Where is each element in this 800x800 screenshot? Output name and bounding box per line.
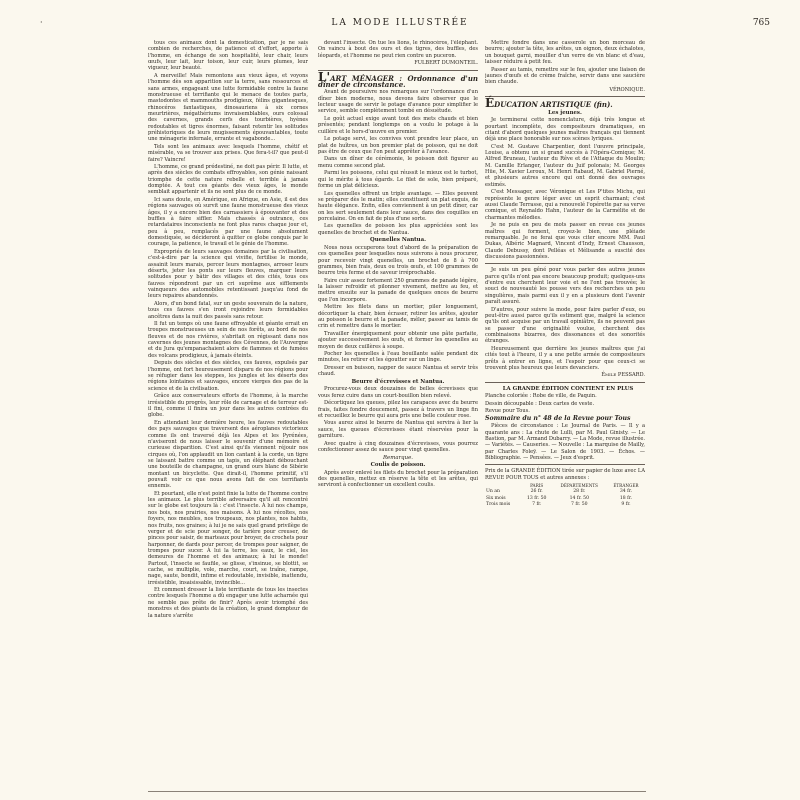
table-cell: Un an bbox=[486, 489, 500, 495]
footer-rule bbox=[148, 791, 646, 796]
column-1 bbox=[148, 40, 308, 785]
paragraph: Ici sans doute, en Amérique, en Afrique, en Asie, il est des régions sauvages où survit une faune monstrueuse des vieux âges, il y a encore bien des carnassiers à épouvanter et des buffles à faire siffler. Mais chassés à outrance, ces retardataires inconscients ne font plus rares chaque jour et, peu à peu, remplacés par une faune absolument domestiquée, se décideront à quitter ce globe conquis par le courage, la patience, le travail et le génie de l'homme. bbox=[148, 197, 308, 248]
section-initial: L' bbox=[318, 69, 331, 84]
paragraph: Les quenelles offrent un triple avantage. — Elles peuvent se préparer dès le matin; elles constituent un plat exquis, de haute élégance. Enfin, elles conviennent à un petit dîner, car on les sert seulement dans leur sauce, dans des coquilles en porcelaine. On en fait de plus d'une sorte. bbox=[318, 190, 478, 222]
paragraph: Tels sont les animaux avec lesquels l'homme, chétif et misérable, va se trouver aux prises. Que fera-t-il? que peut-il faire? Vaincre! bbox=[148, 143, 308, 163]
paragraph: A merveille! Mais remontons aux vieux âges, et voyons l'homme dès son apparition sur la terre, sans ressources et sans armes, engageant une lutte formidable contre la faune monstrueuse et terrifiante qui le menace de toutes parts, mastodontes et mammouths prodigieux, félins gigantesques, rhinocéros fantastiques, dinosauriens à six cornes meurtrières, mégathériums invraisemblables, ours colossal des cavernes, grands cerfs des tourbières, hyènes redoutables et tigres énormes, faisant retentir les solitudes préhistoriques de leurs mugissements épouvantables, toute une ménagerie infernale, errante et vagabonde... bbox=[148, 72, 308, 143]
page-header bbox=[0, 18, 800, 32]
paragraph: Mettre fondre dans une casserole un bon morceau de beurre; ajouter la tête, les arêtes, un oignon, deux échalotes, un bouquet garni, mouiller d'un verre de vin blanc et d'eau, laisser réduire à petit feu. bbox=[485, 40, 645, 66]
paragraph: Mettre les filets dans un mortier, piler longuement, décortiquer la chair, bien écraser, retirer les arêtes, ajouter au poisson le beurre et la panade, mêler, passer au tamis de crin et remettre dans le mortier. bbox=[318, 304, 478, 330]
paragraph: Décortiquez les queues, pilez les carapaces avec du beurre frais, faites fondre doucement, passez à travers un linge fin et recueillez le beurre qui aura pris une belle couleur rose. bbox=[318, 400, 478, 419]
author-signature: VÉRONIQUE. bbox=[609, 86, 645, 93]
paragraph: Dans un dîner de cérémonie, le poisson doit figurer au menu comme second plat. bbox=[318, 156, 478, 169]
paragraph: Avec quatre à cinq douzaines d'écrevisses, vous pourrez confectionner assez de sauce pour vingt quenelles. bbox=[318, 440, 478, 454]
paragraph: Procurez-vous deux douzaines de belles écrevisses que vous ferez cuire dans un court-bouillon bien relevé. bbox=[318, 386, 478, 399]
divider bbox=[485, 96, 645, 97]
paragraph: Et comment dresser la liste terrifiante de tous les insectes contre lesquels l'homme a dû engager une lutte acharnée qui ne semble pas prête de finir? Après avoir triomphé des monstres et des géants de la création, le grand dompteur de la nature s'arrête bbox=[148, 587, 308, 619]
column-3 bbox=[485, 40, 645, 785]
table-row bbox=[485, 502, 645, 508]
author-signature: FULBERT DUMONTEIL. bbox=[414, 60, 478, 67]
section-title: ART MÉNAGER : Ordonnance d'un dîner de circonstance. bbox=[318, 73, 478, 89]
page-number: 765 bbox=[752, 18, 770, 28]
section-title: DUCATION ARTISTIQUE (fin). bbox=[494, 100, 613, 110]
paragraph: Je suis un peu gêné pour vous parler des autres jeunes parce qu'ils n'ont pas encore beaucoup produit; quelques-uns d'entre eux cherchent leur voie et ne l'ont pas trouvée; le souci de nouveauté les pousse vers des recherches un peu singulières, mais parmi eux il y en a plusieurs dont l'avenir paraît assuré. bbox=[485, 267, 645, 306]
table-header: ÉTRANGER bbox=[613, 483, 639, 489]
paragraph: Grâce aux conservateurs efforts de l'homme, à la marche irrésistible du progrès, leur rôle de carnage et de terreur est-il fini, comme il finira un jour dans les autres contrées du globe. bbox=[148, 393, 308, 419]
table-header: DÉPARTEMENTS bbox=[560, 483, 599, 489]
sommaire-title: Sommaire du n° 48 de la Revue pour Tous bbox=[485, 414, 631, 422]
section-heading bbox=[485, 96, 645, 111]
section-initial: É bbox=[485, 96, 495, 111]
table-cell: 28 fr. bbox=[573, 489, 586, 495]
paragraph: L'homme, ce grand prédestiné, ne doit pas périr. Il lutte, et après des siècles de combats effroyables, son génie naissant triomphe de cette nature rebelle et terrible à jamais domptée. A tout ces géants des vieux âges, le monde semblait appartenir et ils ne sont plus de ce monde. bbox=[148, 164, 308, 196]
edition-line: Dessin découpable : Deux cartes de veste. bbox=[485, 400, 595, 407]
table-cell: Trois mois bbox=[486, 502, 511, 508]
table-cell: 34 fr. bbox=[619, 489, 633, 495]
price-title: Prix de la GRANDE ÉDITION tirée sur papier de luxe avec LA REVUE POUR TOUS et autres annexes : bbox=[485, 468, 645, 481]
paragraph: Et pourtant, elle n'est point finie la lutte de l'homme contre les animaux. Le plus terrible adversaire qu'il ait rencontré sur le globe est toujours là : c'est l'insecte. À lui nos champs, nos bois, nos prairies, nos maisons. À lui nos récoltes, nos foyers, nos meubles, nos troupeaux, nos plantes, nos habits, nos fruits, nos graines; à lui je ne sais quel grand privilège de verger et de scie pour songer, de tarière pour creuser, de pinces pour saisir, de marteaux pour broyer, de crochets pour harponner, de dards pour percer, de trompes pour saigner, de trompes pour sucer. À lui la terre, les eaux, le ciel, les demeures de l'homme et des animaux; à lui le monde! Partout, l'insecte se faufile, se glisse, s'insinue, se blottit, se cache, se multiplie, vole, marche, court, se traîne, rampe, nage, saute, bondit, infime et redoutable, invisible, inattendu, irrésistible, insaisissable, invincible... bbox=[148, 490, 308, 586]
subheading: Beurre d'écrevisses et Nantua. bbox=[351, 378, 445, 385]
divider bbox=[485, 263, 645, 264]
divider bbox=[485, 464, 645, 465]
paragraph: Pocher les quenelles à l'eau bouillante salée pendant dix minutes, les retirer et les égoutter sur un linge. bbox=[318, 351, 478, 364]
table-cell: 18 fr. bbox=[619, 495, 633, 501]
subheading: Quenelles Nantua. bbox=[370, 237, 426, 244]
divider bbox=[485, 382, 645, 383]
divider bbox=[318, 70, 478, 71]
paragraph: Travailler énergiquement pour obtenir une pâte parfaite, ajouter successivement les œufs, et former les quenelles au moyen de deux cuillères à soupe. bbox=[318, 330, 478, 350]
paragraph: Il fut un temps où une faune effroyable et géante errait en troupes monstrueuses un sein de nos forêts, au bord de nos fleuves et de nos rivières, s'abritait on régissant dans nos cavernes des jeunes montagnes des Cévennes, de l'Auvergne et du Jura qu'empanachaient alors de flammes et de fumées des volcans prodigieux, à jamais éteints. bbox=[148, 321, 308, 359]
subheading: Remarque. bbox=[383, 454, 413, 461]
paragraph: Les quenelles de poisson les plus appréciées sont les quenelles de brochet et de Nantua. bbox=[318, 223, 478, 236]
author-signature: Émile PESSARD. bbox=[601, 372, 645, 379]
edition-line: Planche coloriée : Robe de ville, de Paquin. bbox=[485, 393, 597, 400]
paragraph: Expropriés de leurs sauvages domaines par la civilisation, c'est-à-dire par la science qui vivifie, fertilise le monde, assainit leurs marais, percer leurs montagnes, arroser leurs déserts, jeter les ponts sur leurs fleuves, marquer leurs solitudes pour y bâtir des villages et des cités, tous ces fauves répondront par un cri suprême aux sifflements vainqueurs des automobiles retentissant jusqu'au fond de leurs repaires abandonnés. bbox=[148, 248, 308, 300]
subheading: Les jeunes. bbox=[548, 109, 582, 116]
paragraph: En attendant leur dernière heure, les fauves redoutables des pays sauvages que traversent des aéroplanes victorieux comme ils ont traversé déjà les Alpes et les Pyrénées, n'aviseront de nous laisser le souvenir d'une mémoire et curieuse disparition. C'est ainsi qu'ils viennent réjouir nos cirques où, l'on applaudit un lion cantant à la corde, un tigre se laissant battre comme un tapis, un éléphant débouchant une bouteille de champagne, un grand ours blanc de Sibérie montant un bicyclette. Que dirait-il, l'homme primitif, s'il pouvait voir ce que nous avons fait de ces terrifiants ennemis. bbox=[148, 419, 308, 490]
paragraph: Depuis des siècles et des siècles, ces fauves, expulsés par l'homme, ont fort heureusement disparu de nos régions pour se réfugier dans les steppes, les jungles et les déserts des régions lointaines et sauvages, encore vierges des pas de la science et de la civilisation. bbox=[148, 360, 308, 392]
paragraph: Alors, d'un bond fatal, sur un geste souverain de la nature, tous ces fauves s'en iront rejoindre leurs formidables ancêtres dans la nuit des passés sans retour. bbox=[148, 300, 308, 320]
paragraph: Dresser en buisson, napper de sauce Nantua et servir très chaud. bbox=[318, 364, 478, 378]
sommaire-text: Pièces de circonstance : Le Journal de Paris. — Il y a quarante ans : La chute de Lulli, par M. Paul Ginisty. — Le Bastion, par M. Armand Dubarry. — La Mode, revue illustrée. — Variétés. — Causeries. — Nouvelle : La marquise de Mailly, par Charles Foleÿ. — Le Salon de 1903. — Échos. — Bibliographie. — Pensées. — Jeux d'esprit. bbox=[485, 423, 645, 462]
table-cell: Six mois bbox=[486, 495, 506, 501]
paragraph: Passer au tamis, remettre sur le feu, ajouter une liaison de jaunes d'œufs et de crème fraîche, servir dans une saucière bien chaude. bbox=[485, 66, 645, 86]
paragraph: Je terminerai cette nomenclature, déjà très longue et pourtant incomplète, des compositeurs dramatiques, en citant d'abord quelques jeunes maîtres français qui tiennent déjà une place honorable sur nos scènes lyriques. bbox=[485, 117, 645, 143]
table-cell: 26 fr. bbox=[530, 489, 543, 495]
paragraph: tous ces animaux dont la domestication, par je ne sais combien de recherches, de patience et d'effort, apporte à l'homme, en échange de son hospitalité, leur chair, leurs œufs, leur lait, leur toison, leur cuir, leurs plumes, leur vigueur, leur beauté. bbox=[148, 40, 308, 72]
table-cell: 7 fr. 50 bbox=[571, 502, 588, 508]
paragraph: Parmi les poissons, celui qui réussit le mieux est le turbot, qui le mérite à tous égards. Le filet de sole, bien préparé, forme un plat délicieux. bbox=[318, 170, 478, 189]
paragraph: Après avoir enlevé les filets du brochet pour la préparation des quenelles, mettez en réserve la tête et les arêtes, qui serviront à confectionner un excellent coulis. bbox=[318, 469, 478, 489]
table-cell: 13 fr. 50 bbox=[526, 495, 547, 501]
table-cell: 9 fr. bbox=[621, 502, 631, 508]
paragraph: Je ne puis en peu de mots passer en revue ces jeunes maîtres qui forment, croyez-le bien, une pléiade remarquable. Je ne ferai que vous citer encore MM. Paul Dukas, Albéric Magnard, Vincent d'Indy, Ernest Chausson, Claude Debussy, dont Pelléas et Mélisande a suscité des discussions passionnées. bbox=[485, 222, 645, 260]
paragraph: C'est M. Gustave Charpentier, dont l'œuvre principale, Louise, a obtenu un si grand succès à l'Opéra-Comique; M. Alfred Bruneau, l'auteur du Rêve et de l'Attaque du Moulin; M. Camille Erlanger, l'auteur du Juif polonais; M. Georges Hüe, M. Xavier Leroux, M. Henri Rabaud, M. Gabriel Pierné, et plusieurs autres encore qui ont donné des ouvrages estimés. bbox=[485, 143, 645, 188]
paragraph: Le potage servi, les convives vont prendre leur place, un plat de huîtres, un bon premier plat de poisson, qui ne doit pas être de ceux que l'on peut apprêter à l'avance. bbox=[318, 136, 478, 155]
paragraph: Le goût actuel exige avant tout des mets chauds et bien présentés; pendant longtemps on a voulu le potage à la cuillère et le hors-d'œuvre en premier. bbox=[318, 116, 478, 135]
paragraph: Heureusement que derrière les jeunes maîtres que j'ai cités tout à l'heure, il y a une petite armée de compositeurs prêts à entrer en ligne, et l'espoir pour que ceux-ci se trouvent plus heureux que leurs devanciers. bbox=[485, 345, 645, 371]
paragraph: C'est Messager, avec Véronique et Les P'tites Michu, qui représente le genre léger avec un esprit charmant; c'est aussi Claude Terrasse, qui a renouvelé l'opérette par sa verve comique, et Reynaldo Hahn, l'auteur de la Carmélite et de charmantes mélodies. bbox=[485, 189, 645, 221]
table-cell: 7 fr. bbox=[532, 502, 542, 508]
price-table bbox=[485, 483, 645, 508]
column-2 bbox=[318, 40, 478, 785]
subheading: Coulis de poisson. bbox=[370, 462, 426, 469]
edition-line: Revue pour Tous. bbox=[485, 408, 530, 415]
paragraph: Faire cuir assez fortement 250 grammes de panade légère, la laisser refroidir et pilonner vivement, mettre au feu, et mettre ensuite sur la panade de quelques onces de beurre que l'on incorpore. bbox=[318, 277, 478, 303]
magazine-title: LA MODE ILLUSTRÉE bbox=[331, 18, 469, 28]
grande-edition-title: LA GRANDE ÉDITION CONTIENT EN PLUS bbox=[502, 385, 634, 392]
paragraph: Nous nous occuperons tout d'abord de la préparation de ces quenelles pour lesquelles nous suivrons à nous procurer, pour recevoir vingt quenelles, un brochet de 8 à 700 grammes, bien frais, deux ou trois œufs, et 100 grammes de beurre très ferme et de saveur irréprochable. bbox=[318, 244, 478, 277]
paragraph: Vous aurez ainsi le beurre de Nantua qui servira à lier la sauce, les queues d'écrevisses étant réservées pour la garniture. bbox=[318, 420, 478, 440]
header-mark: · bbox=[40, 18, 43, 27]
section-heading bbox=[318, 69, 478, 89]
paragraph: D'autres, pour suivre la mode, pour faire parler d'eux, ou peut-être aussi parce qu'ils estiment que, malgré la science qu'ils ont acquise par un travail opiniâtre, ils ne peuvent pas se passer d'une originalité voulue, cherchent des combinaisons bizarres, des dissonances et des sonorités étranges. bbox=[485, 306, 645, 345]
table-cell: 14 fr. 50 bbox=[569, 495, 590, 501]
paragraph: devant l'insecte. On tue les lions, le rhinocéros, l'éléphant. On vaincu à bout des ours et des tigres, des buffles, des léopards, et l'homme ne peut rien contre un puceron. bbox=[318, 40, 478, 59]
paragraph: Avant de poursuivre nos remarques sur l'ordonnance d'un dîner bien moderne, nous devons faire observer que le lecteur usage de servir le potage d'avance pour simplifier le service, semble complètement tombé en désuétude. bbox=[318, 89, 478, 115]
table-header: PARIS bbox=[530, 483, 544, 489]
